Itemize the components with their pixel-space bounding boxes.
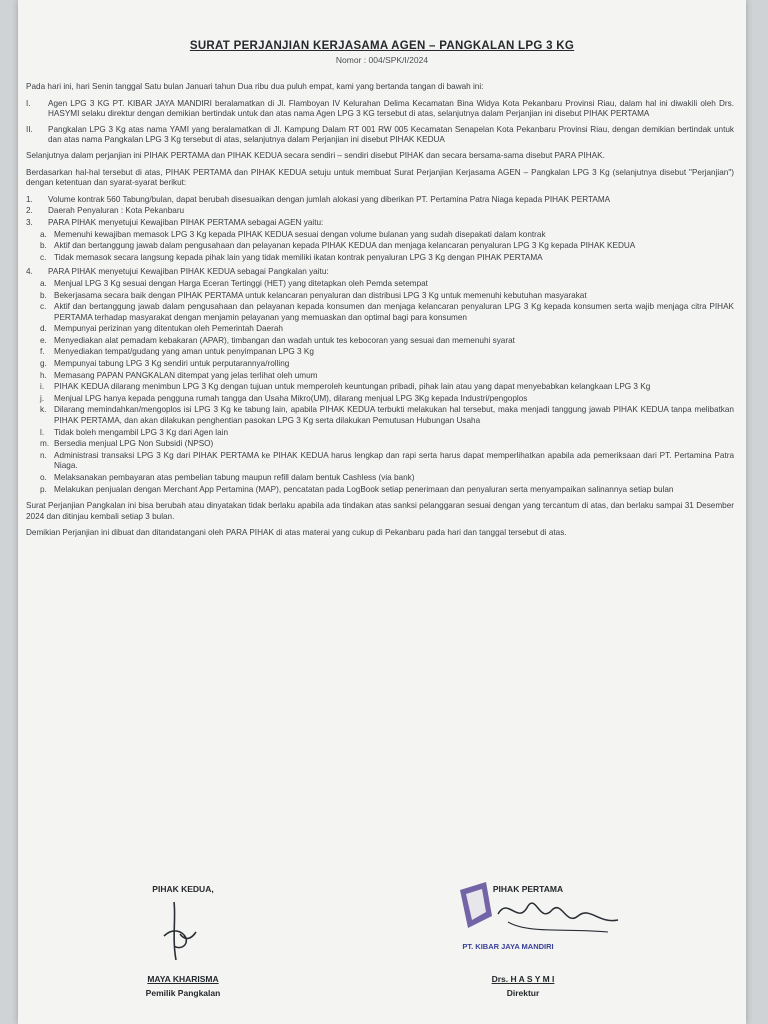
list-item	[26, 473, 734, 484]
signature-name-block-left	[118, 974, 248, 998]
list-item-letter: i.	[40, 382, 45, 392]
list-item	[26, 241, 734, 252]
party-number: I.	[26, 98, 31, 108]
list-item-text: Menyediakan tempat/gudang yang aman untuk penyimpanan LPG 3 Kg	[54, 347, 314, 357]
signature-role: PIHAK PERTAMA	[492, 884, 564, 894]
list-item-text: Dilarang memindahkan/mengoplos isi LPG 3 Kg ke tabung lain, apabila PIHAK KEDUA terbukti melakukan hal tersebut, maka menjadi tanggung jawab PIHAK KEDUA tanpa melibatkan PIHAK PERTAMA, dan akan dilakukan penghentian pasokan LPG 3 Kg serta dilakukan Pemutusan Hubungan Usaha	[54, 405, 734, 426]
list-item-letter: m.	[40, 439, 50, 449]
signer-position: Pemilik Pangkalan	[145, 988, 221, 998]
parties-definition-paragraph: Selanjutnya dalam perjanjian ini PIHAK PERTAMA dan PIHAK KEDUA secara sendiri – sendiri disebut PIHAK dan secara bersama-sama disebut PARA PIHAK.	[26, 150, 605, 160]
clause-number: 1.	[26, 194, 33, 204]
document-page	[18, 0, 746, 1024]
list-item-letter: b.	[40, 241, 47, 251]
clause-1	[26, 195, 734, 206]
list-item	[26, 439, 734, 450]
list-item-text: Menyediakan alat pemadam kebakaran (APAR), timbangan dan wadah untuk tes kebocoran yang sesuai dan memenuhi syarat	[54, 335, 515, 345]
clause-number: 2.	[26, 206, 33, 216]
clause-text: PARA PIHAK menyetujui Kewajiban PIHAK KEDUA sebagai Pangkalan yaitu:	[48, 267, 329, 277]
party-two	[26, 125, 734, 146]
clause-4	[26, 267, 734, 278]
clause-text: Daerah Penyaluran : Kota Pekanbaru	[48, 206, 185, 216]
signature-role: PIHAK KEDUA,	[152, 884, 214, 894]
list-item	[26, 405, 734, 426]
signature-block-second-party	[118, 884, 248, 894]
list-item-text: Menjual LPG hanya kepada pengguna rumah tangga dan Usaha Mikro(UM), dilarang menjual LPG 3Kg kepada Industri/pengoplos	[54, 393, 528, 403]
list-item-text: Melaksanakan pembayaran atas pembelian tabung maupun refill dalam bentuk Cashless (via bank)	[54, 473, 415, 482]
list-item-text: Tidak memasok secara langsung kepada pihak lain yang tidak memiliki ikatan kontrak penyaluran LPG 3 Kg dengan PIHAK PERTAMA	[54, 252, 543, 262]
list-item-letter: p.	[40, 484, 47, 494]
clause-text: Volume kontrak 560 Tabung/bulan, dapat berubah disesuaikan dengan jumlah alokasi yang diberikan PT. Pertamina Patra Niaga kepada PIHAK PERTAMA	[48, 194, 611, 204]
list-item-letter: j.	[40, 393, 45, 403]
list-item-letter: c.	[40, 252, 47, 262]
list-item-letter: k.	[40, 405, 47, 415]
list-item-text: Bersedia menjual LPG Non Subsidi (NPSO)	[54, 439, 214, 449]
signer-position: Direktur	[506, 988, 540, 998]
signer-name: MAYA KHARISMA	[147, 974, 219, 984]
list-item-letter: a.	[40, 229, 47, 239]
list-item-text: Menjual LPG 3 Kg sesuai dengan Harga Eceran Tertinggi (HET) yang ditetapkan oleh Pemda setempat	[54, 278, 428, 288]
list-item	[26, 428, 734, 439]
closing-paragraph: Demikian Perjanjian ini dibuat dan ditandatangani oleh PARA PIHAK di atas materai yang cukup di Pekanbaru pada hari dan tanggal tersebut di atas.	[26, 528, 567, 538]
document-body	[26, 82, 734, 545]
list-item-text: PIHAK KEDUA dilarang menimbun LPG 3 Kg dengan tujuan untuk memperoleh keuntungan pribadi, pihak lain atau yang dapat menyebabkan kelangkaan LPG 3 Kg	[54, 382, 651, 392]
list-item-text: Mempunyai perizinan yang ditentukan oleh Pemerintah Daerah	[54, 324, 283, 334]
list-item	[26, 451, 734, 472]
list-item-text: Melakukan penjualan dengan Merchant App Pertamina (MAP), pencatatan pada LogBook setiap penerimaan dan penyaluran serta menyampaikan salinannya setiap bulan	[54, 484, 674, 494]
list-item	[26, 382, 734, 393]
list-item	[26, 371, 734, 382]
list-item-letter: l.	[40, 427, 45, 437]
intro-paragraph: Pada hari ini, hari Senin tanggal Satu bulan Januari tahun Dua ribu dua puluh empat, kami yang bertanda tangan di bawah ini:	[26, 82, 484, 91]
list-item	[26, 485, 734, 496]
list-item	[26, 324, 734, 335]
list-item-text: Aktif dan bertanggung jawab dalam pengusahaan dan pelayanan kepada PIHAK KEDUA dan menjaga kelancaran penyaluran LPG 3 Kg kepada PIHAK KEDUA	[54, 241, 636, 251]
signature-block-first-party	[473, 884, 583, 894]
list-item-letter: a.	[40, 278, 47, 288]
list-item-letter: h.	[40, 370, 47, 380]
list-item	[26, 394, 734, 405]
list-item	[26, 359, 734, 370]
signature-mark-second-party	[146, 898, 216, 968]
signer-name: Drs. H A S Y M I	[491, 974, 555, 984]
list-item-text: Memenuhi kewajiban memasok LPG 3 Kg kepada PIHAK KEDUA sesuai dengan volume bulanan yang sudah disepakati dalam kontrak	[54, 229, 546, 239]
list-item	[26, 279, 734, 290]
list-item	[26, 336, 734, 347]
list-item-letter: e.	[40, 335, 47, 345]
list-item-text: Tidak boleh mengambil LPG 3 Kg dari Agen lain	[54, 427, 229, 437]
clause-number: 3.	[26, 217, 33, 227]
party-text: Pangkalan LPG 3 Kg atas nama YAMI yang beralamatkan di Jl. Kampung Dalam RT 001 RW 005 Kecamatan Senapelan Kota Pekanbaru Provinsi Riau, dengan demikian bertindak untuk dan atas nama Pangkalan LPG 3 Kg tersebut di atas, selanjutnya dalam Perjanjian ini disebut PIHAK KEDUA	[48, 124, 734, 145]
list-item	[26, 230, 734, 241]
list-item-letter: o.	[40, 473, 47, 482]
list-item-text: Administrasi transaksi LPG 3 Kg dari PIHAK PERTAMA ke PIHAK KEDUA harus lengkap dan rapi serta harus dapat memperlihatkan apabila ada pemeriksaan dari PT. Pertamina Patra Niaga.	[54, 450, 734, 471]
validity-paragraph: Surat Perjanjian Pangkalan ini bisa berubah atau dinyatakan tidak berlaku apabila ada tindakan atas sanksi pelanggaran sesuai dengan yang tercantum di atas, dan berlaku sampai 31 Desember 2024 dan ditinjau kembali setiap 3 bulan.	[26, 501, 734, 521]
list-item	[26, 302, 734, 323]
list-item-letter: g.	[40, 359, 47, 369]
signature-name-block-right	[468, 974, 578, 998]
clause-4-list	[26, 279, 734, 495]
list-item-letter: f.	[40, 347, 45, 357]
list-item-text: Bekerjasama secara baik dengan PIHAK PERTAMA untuk kelancaran penyaluran dan distribusi LPG 3 Kg untuk memenuhi kebutuhan masyarakat	[54, 290, 587, 300]
list-item	[26, 291, 734, 302]
clause-number: 4.	[26, 267, 33, 277]
document-number: Nomor : 004/SPK/I/2024	[335, 55, 429, 65]
list-item-letter: b.	[40, 290, 47, 300]
clause-text: PARA PIHAK menyetujui Kewajiban PIHAK PERTAMA sebagai AGEN yaitu:	[48, 217, 324, 227]
clause-3	[26, 218, 734, 229]
list-item	[26, 347, 734, 358]
clause-2	[26, 206, 734, 217]
party-number: II.	[26, 124, 33, 134]
list-item	[26, 253, 734, 264]
document-title: SURAT PERJANJIAN KERJASAMA AGEN – PANGKALAN LPG 3 KG	[189, 40, 575, 52]
agreement-basis-paragraph: Berdasarkan hal-hal tersebut di atas, PIHAK PERTAMA dan PIHAK KEDUA setuju untuk membuat Surat Perjanjian Kerjasama AGEN – Pangkalan LPG 3 Kg (selanjutnya disebut "Perjanjian") dengan ketentuan dan syarat-syarat berikut:	[26, 167, 734, 188]
party-text: Agen LPG 3 KG PT. KIBAR JAYA MANDIRI beralamatkan di Jl. Flamboyan IV Kelurahan Delima Kecamatan Bina Widya Kota Pekanbaru Provinsi Riau, dalam hal ini diwakili oleh Drs. HASYMI selaku direktur dengan demikian bertindak untuk dan atas nama Agen LPG 3 KG tersebut di atas, selanjutnya dalam Perjanjian ini disebut PIHAK PERTAMA	[48, 98, 734, 119]
list-item-text: Mempunyai tabung LPG 3 Kg sendiri untuk perputarannya/rolling	[54, 359, 290, 369]
company-stamp-text: PT. KIBAR JAYA MANDIRI	[462, 942, 554, 951]
list-item-letter: d.	[40, 324, 47, 334]
list-item-text: Aktif dan bertanggung jawab dalam pengusahaan dan pelayanan kepada konsumen dan menjaga kelancaran penyaluran LPG 3 Kg kepada konsumen serta wajib menjaga citra PIHAK PERTAMA terhadap masyarakat dengan menjamin pelayanan yang memuaskan dan optimal bagi para konsumen	[54, 302, 734, 322]
clause-3-list	[26, 230, 734, 264]
party-one	[26, 99, 734, 120]
list-item-text: Memasang PAPAN PANGKALAN ditempat yang jelas terlihat oleh umum	[54, 370, 318, 380]
list-item-letter: c.	[40, 302, 47, 312]
list-item-letter: n.	[40, 450, 47, 460]
